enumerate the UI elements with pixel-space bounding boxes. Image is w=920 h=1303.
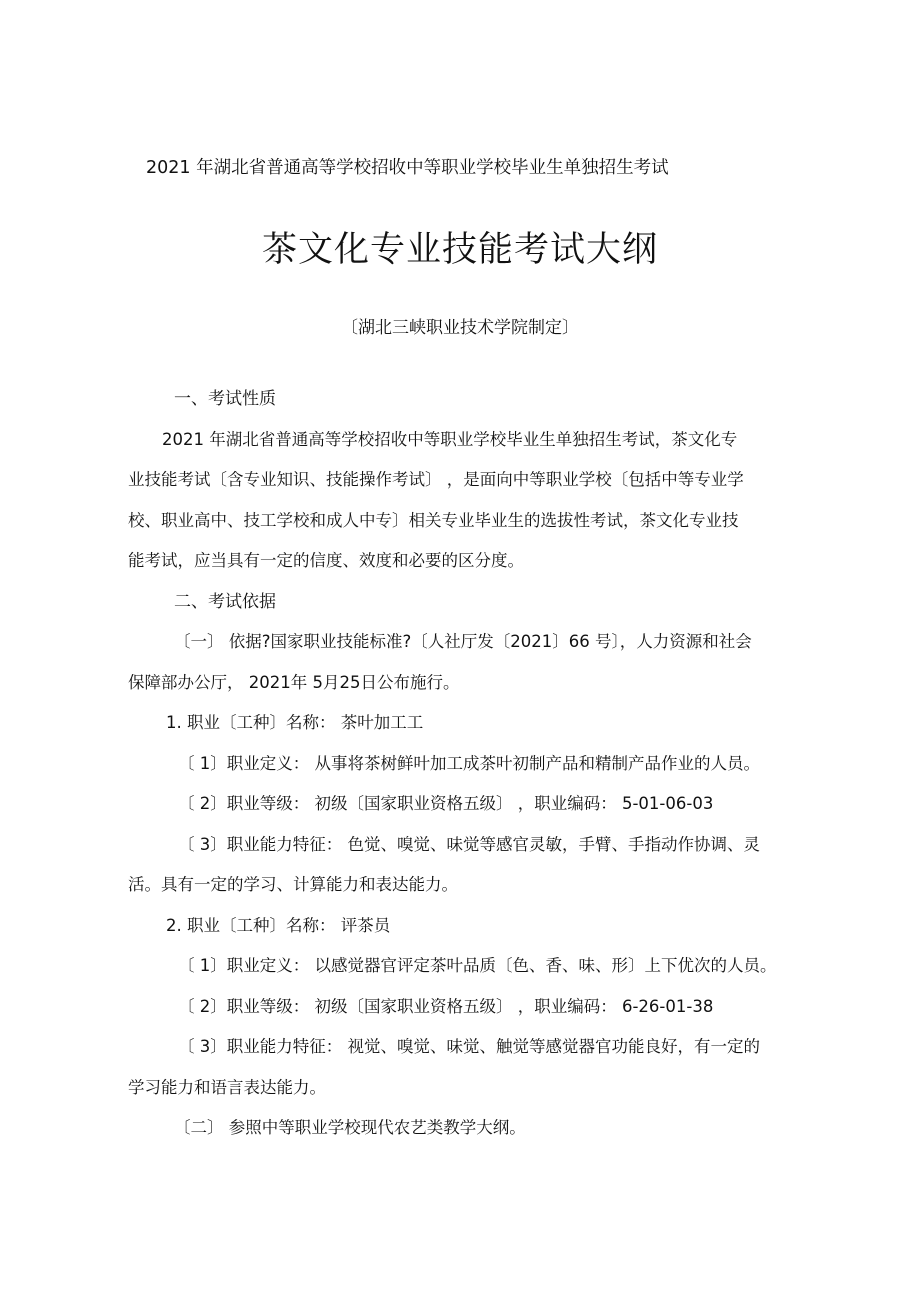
author-line: 〔湖北三峡职业技术学院制定〕 [341,318,579,338]
job-level: 〔 2〕职业等级： 初级〔国家职业资格五级〕 ，职业编码： 6-26-01-38 [178,997,714,1016]
exam-title: 2021 年湖北省普通高等学校招收中等职业学校毕业生单独招生考试 [146,158,669,178]
paragraph-line: 能考试，应当具有一定的信度、效度和必要的区分度。 [128,551,524,570]
paragraph-line: 校、职业高中、技工学校和成人中专〕相关专业毕业生的选拔性考试，茶文化专业技 [128,511,739,530]
job-ability: 〔 3〕职业能力特征： 视觉、嗅觉、味觉、触觉等感觉器官功能良好，有一定的 [178,1037,760,1056]
section-heading-basis: 二、考试依据 [174,592,276,612]
page-title: 茶文化专业技能考试大纲 [261,230,658,270]
section-heading-nature: 一、考试性质 [174,389,276,409]
job-definition: 〔 1〕职业定义： 以感觉器官评定茶叶品质〔色、香、味、形〕上下优次的人员。 [178,956,777,975]
paragraph-line: 保障部办公厅， 2021年 5月25日公布施行。 [128,673,460,692]
job-definition: 〔 1〕职业定义： 从事将茶树鲜叶加工成茶叶初制产品和精制产品作业的人员。 [178,754,760,773]
job-name: 2. 职业〔工种〕名称： 评茶员 [166,916,391,935]
paragraph-line: 业技能考试〔含专业知识、技能操作考试〕 ，是面向中等职业学校〔包括中等专业学 [128,470,744,489]
paragraph-line: 2021 年湖北省普通高等学校招收中等职业学校毕业生单独招生考试，茶文化专 [162,430,738,449]
job-level: 〔 2〕职业等级： 初级〔国家职业资格五级〕 ，职业编码： 5-01-06-03 [178,794,714,813]
paragraph-line: 〔一〕 依据?国家职业技能标准?〔人社厅发〔2021〕66 号〕，人力资源和社会 [174,632,752,651]
job-ability-cont: 学习能力和语言表达能力。 [128,1078,326,1097]
job-name: 1. 职业〔工种〕名称： 茶叶加工工 [166,713,424,732]
job-ability-cont: 活。具有一定的学习、计算能力和表达能力。 [128,875,458,894]
paragraph-line: 〔二〕 参照中等职业学校现代农艺类教学大纲。 [174,1118,526,1137]
job-ability: 〔 3〕职业能力特征： 色觉、嗅觉、味觉等感官灵敏，手臂、手指动作协调、灵 [178,835,760,854]
